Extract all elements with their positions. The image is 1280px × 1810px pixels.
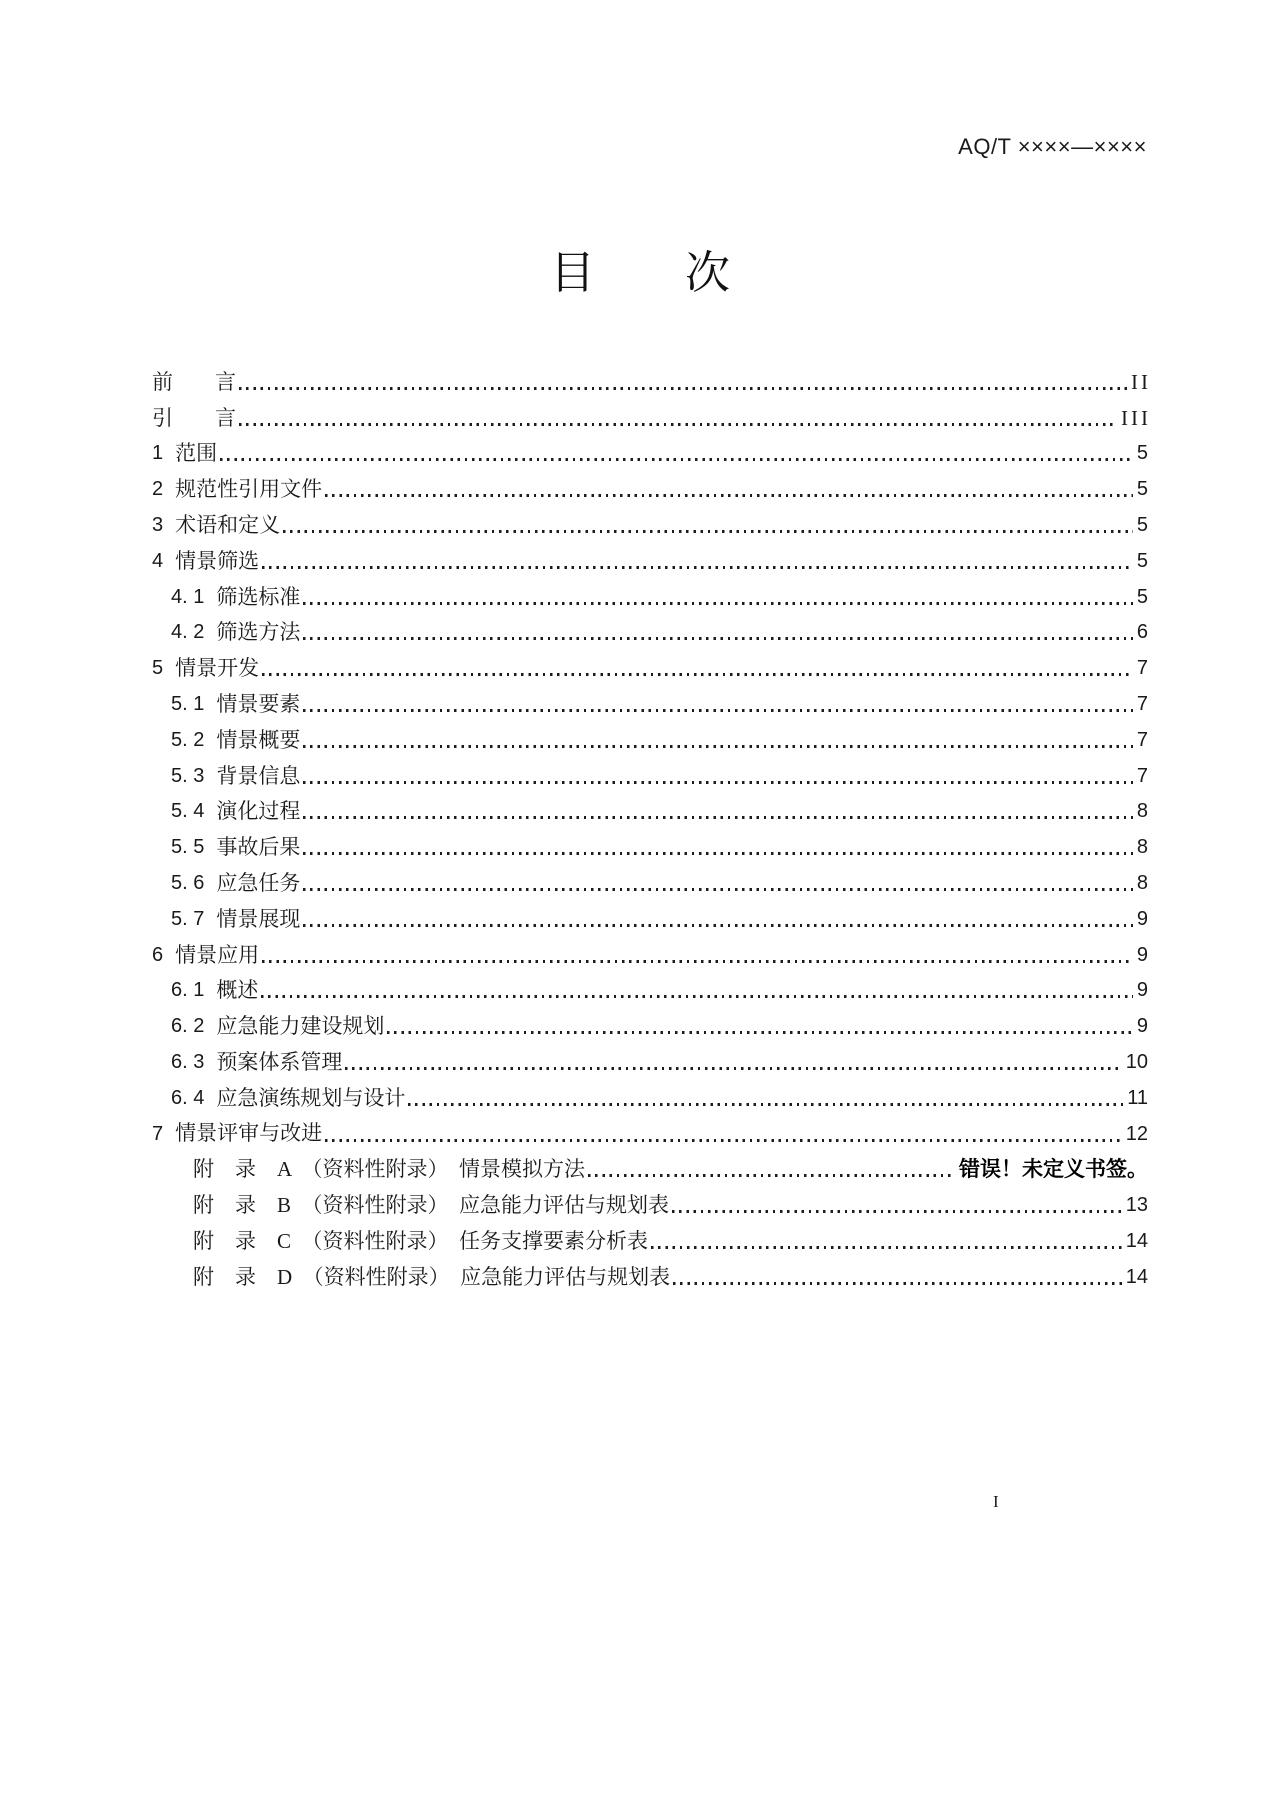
toc-entry (152, 792, 1148, 828)
toc-entry-number: 5 (152, 657, 164, 680)
toc-entry (152, 1078, 1148, 1114)
toc-entry-page: 10 (1125, 1050, 1148, 1073)
dot-leader (262, 673, 1133, 676)
toc-entry-label: 应急能力建设规划 (216, 1014, 385, 1039)
dot-leader (303, 745, 1133, 748)
toc-entry (152, 863, 1148, 899)
toc-entry-page: 14 (1125, 1265, 1148, 1288)
toc-entry-label: 附 录 D （资料性附录） 应急能力评估与规划表 (193, 1264, 671, 1289)
toc-entry (152, 577, 1148, 613)
toc-entry-page: II (1131, 369, 1151, 394)
toc-entry-label: 附 录 B （资料性附录） 应急能力评估与规划表 (193, 1193, 670, 1218)
toc-entry (152, 398, 1151, 434)
dot-leader (239, 387, 1127, 390)
toc-entry-number: 5. 2 (171, 728, 205, 751)
toc-entry-label: 预案体系管理 (216, 1049, 343, 1074)
toc-entry-page: III (1121, 405, 1151, 430)
toc-entry-number: 1 (152, 442, 164, 465)
dot-leader (220, 458, 1133, 461)
toc-entry-number: 5. 7 (171, 907, 205, 930)
toc-entry (152, 505, 1148, 541)
dot-leader (345, 1067, 1121, 1070)
toc-entry-label: 演化过程 (216, 799, 301, 824)
toc-entry-label: 引 言 (152, 405, 236, 430)
toc-entry-label: 情景应用 (175, 942, 260, 967)
toc-entry (152, 1006, 1148, 1042)
toc-entry (152, 827, 1148, 863)
dot-leader (283, 530, 1133, 533)
dot-leader (303, 709, 1133, 712)
toc-entry-page: 9 (1136, 943, 1148, 966)
toc-entry (152, 1150, 1148, 1186)
toc-entry (152, 1221, 1148, 1257)
toc-entry-label: 应急任务 (216, 870, 301, 895)
toc-entry-page: 14 (1125, 1229, 1148, 1252)
toc-entry-number: 6. 1 (171, 979, 205, 1002)
toc-entry (152, 434, 1148, 470)
dot-leader (262, 566, 1133, 569)
dot-leader (262, 960, 1133, 963)
toc-entry-label: 附 录 C （资料性附录） 任务支撑要素分析表 (193, 1228, 649, 1253)
dot-leader (672, 1210, 1122, 1213)
toc-entry-page: 13 (1125, 1194, 1148, 1217)
toc-entry-page: 错误！未定义书签。 (959, 1157, 1148, 1182)
dot-leader (325, 1139, 1122, 1142)
toc-entry (152, 756, 1148, 792)
toc-entry-page: 9 (1136, 979, 1148, 1002)
toc-entry-page: 7 (1136, 657, 1148, 680)
dot-leader (239, 423, 1117, 426)
footer-page-number: I (993, 1492, 999, 1511)
toc-entry (152, 899, 1148, 935)
toc-entry-number: 4. 1 (171, 585, 205, 608)
toc-entry-number: 6 (152, 943, 164, 966)
dot-leader (387, 1031, 1133, 1034)
toc-entry (152, 469, 1148, 505)
toc-entry-number: 7 (152, 1122, 164, 1145)
toc-entry-label: 事故后果 (216, 835, 301, 860)
toc-entry-page: 5 (1136, 442, 1148, 465)
toc-entry-page: 8 (1136, 800, 1148, 823)
dot-leader (325, 494, 1133, 497)
toc-entry-page: 5 (1136, 478, 1148, 501)
toc-entry-page: 6 (1136, 621, 1148, 644)
toc-entry-number: 4 (152, 549, 164, 572)
toc-entry-number: 6. 3 (171, 1050, 205, 1073)
toc-entry (152, 1042, 1148, 1078)
dot-leader (588, 1174, 955, 1177)
toc-entry-label: 情景概要 (216, 727, 301, 752)
toc-entry-number: 4. 2 (171, 621, 205, 644)
toc-entry (152, 971, 1148, 1007)
toc-entry-number: 5. 6 (171, 871, 205, 894)
toc-entry-number: 3 (152, 513, 164, 536)
toc-entry-page: 12 (1125, 1122, 1148, 1145)
dot-leader (651, 1246, 1122, 1249)
toc-entry-label: 筛选标准 (216, 584, 301, 609)
toc-entry-label: 规范性引用文件 (175, 477, 323, 502)
toc-entry-label: 背景信息 (216, 763, 301, 788)
page-title: 目 次 (549, 247, 730, 298)
toc-entry-label: 术语和定义 (175, 512, 281, 537)
toc-entry (152, 1257, 1148, 1293)
toc-entry-page: 8 (1136, 836, 1148, 859)
dot-leader (303, 816, 1133, 819)
toc-entry-label: 范围 (175, 441, 218, 466)
table-of-contents (152, 362, 1151, 1293)
toc-entry-number: 5. 3 (171, 764, 205, 787)
toc-entry-page: 5 (1136, 549, 1148, 572)
toc-entry (152, 935, 1148, 971)
toc-entry-page: 7 (1136, 728, 1148, 751)
toc-entry-label: 前 言 (152, 369, 236, 394)
toc-entry-number: 6. 2 (171, 1015, 205, 1038)
standard-code: AQ/T ××××—×××× (958, 134, 1147, 159)
toc-entry-page: 7 (1136, 692, 1148, 715)
toc-entry (152, 541, 1148, 577)
toc-entry (152, 362, 1151, 398)
dot-leader (303, 888, 1133, 891)
toc-entry-page: 9 (1136, 907, 1148, 930)
dot-leader (303, 781, 1133, 784)
toc-entry-page: 8 (1136, 871, 1148, 894)
dot-leader (303, 852, 1133, 855)
toc-entry-page: 11 (1127, 1086, 1148, 1109)
toc-entry-number: 6. 4 (171, 1086, 205, 1109)
toc-entry-label: 应急演练规划与设计 (216, 1085, 406, 1110)
toc-entry (152, 1114, 1148, 1150)
toc-entry-page: 5 (1136, 585, 1148, 608)
toc-entry-page: 7 (1136, 764, 1148, 787)
toc-entry-number: 5. 1 (171, 692, 205, 715)
toc-entry-number: 2 (152, 478, 164, 501)
toc-entry-page: 9 (1136, 1015, 1148, 1038)
toc-entry-page: 5 (1136, 513, 1148, 536)
dot-leader (408, 1103, 1123, 1106)
toc-entry-number: 5. 5 (171, 836, 205, 859)
dot-leader (303, 602, 1133, 605)
dot-leader (303, 924, 1133, 927)
toc-entry (152, 720, 1148, 756)
dot-leader (303, 637, 1133, 640)
toc-entry (152, 1185, 1148, 1221)
toc-entry-label: 概述 (216, 978, 259, 1003)
toc-entry (152, 648, 1148, 684)
toc-entry-label: 情景要素 (216, 691, 301, 716)
toc-entry-label: 情景开发 (175, 656, 260, 681)
toc-entry-label: 筛选方法 (216, 620, 301, 645)
toc-entry-label: 情景评审与改进 (175, 1121, 323, 1146)
toc-entry-number: 5. 4 (171, 800, 205, 823)
toc-entry (152, 684, 1148, 720)
toc-entry-label: 情景展现 (216, 906, 301, 931)
dot-leader (261, 995, 1133, 998)
toc-entry-label: 情景筛选 (175, 548, 260, 573)
toc-entry-label: 附 录 A （资料性附录） 情景模拟方法 (193, 1157, 586, 1182)
toc-entry (152, 613, 1148, 649)
dot-leader (673, 1282, 1122, 1285)
